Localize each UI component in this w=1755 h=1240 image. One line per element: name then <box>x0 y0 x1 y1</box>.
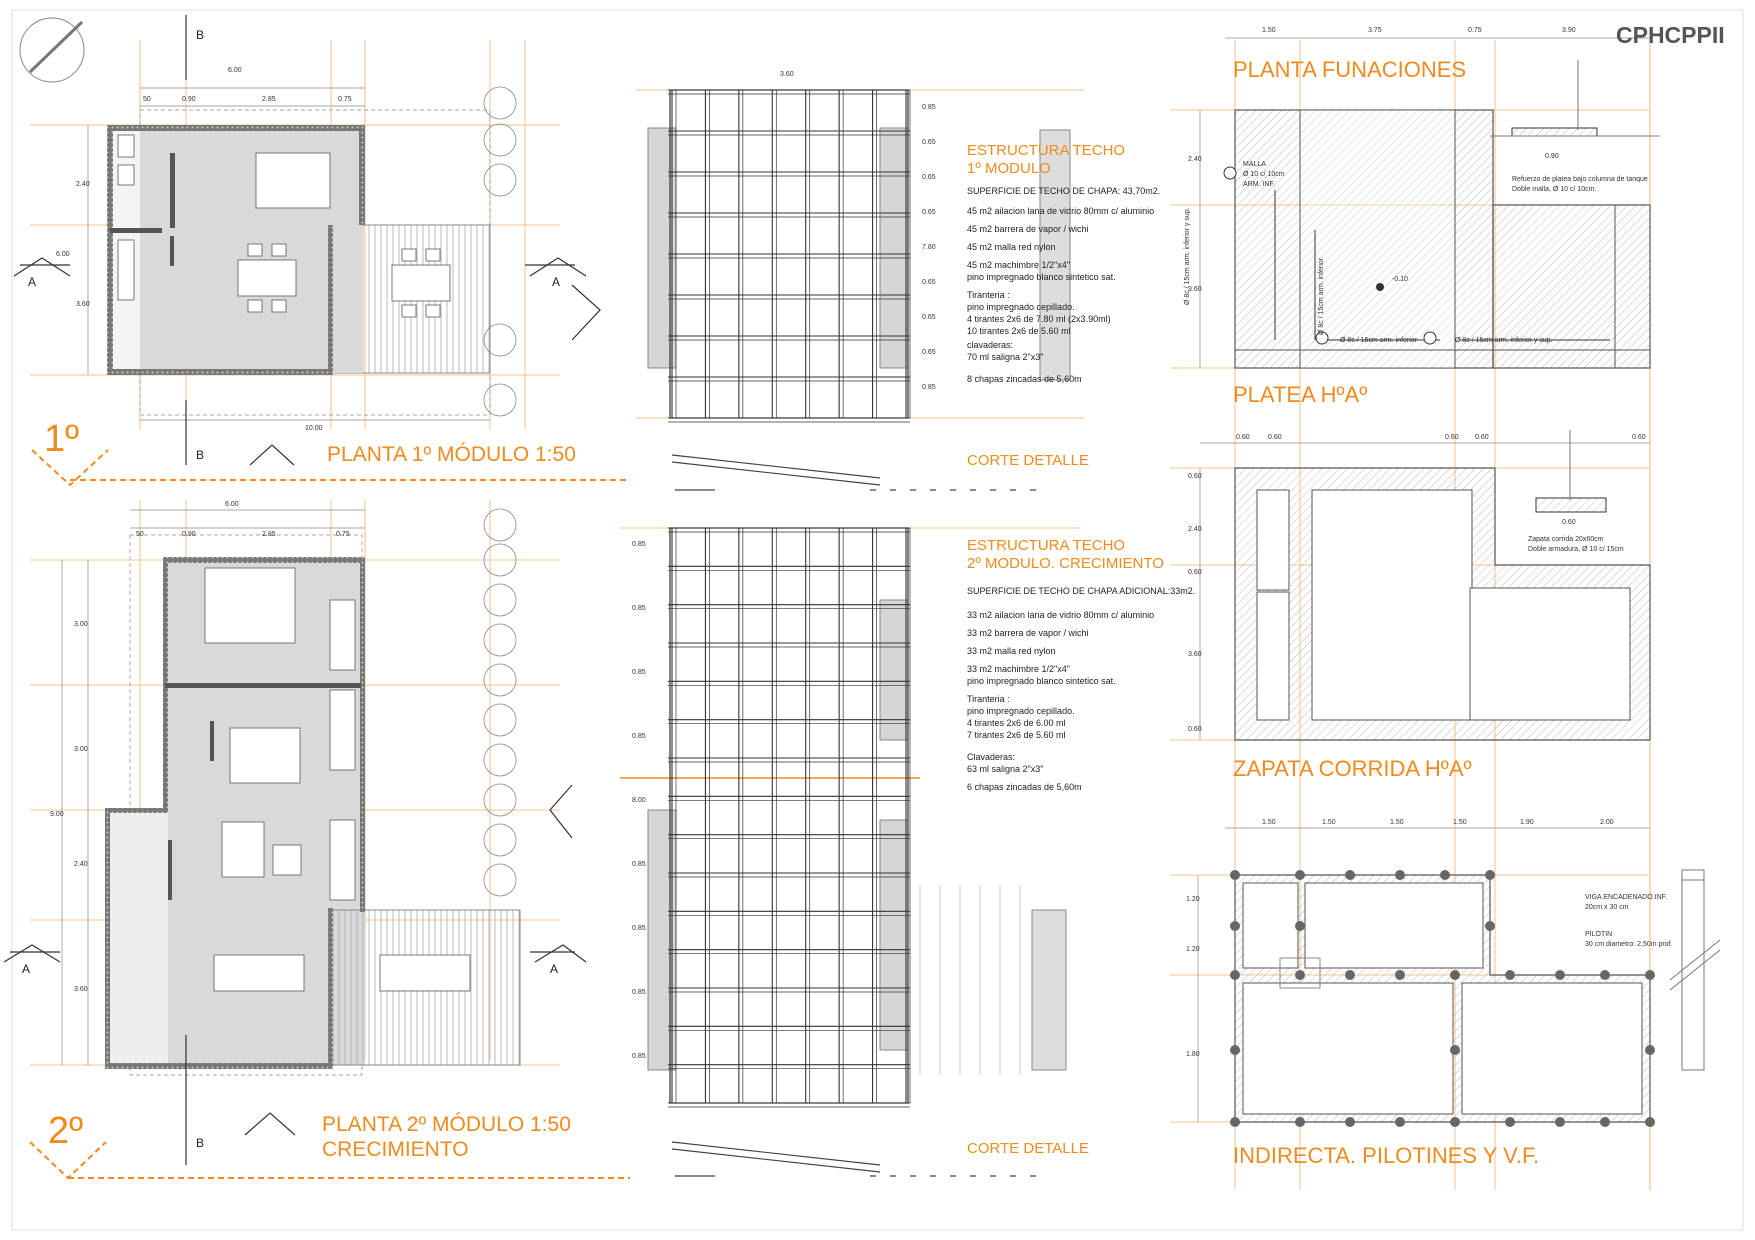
plan-1-dim-b: 0.90 <box>182 96 196 103</box>
plan-1-dim-c: 2.85 <box>262 96 276 103</box>
note-line: Clavaderas: <box>967 752 1016 762</box>
foundations-title: PLANTA FUNACIONES <box>1233 57 1467 82</box>
zapata-detail-dim: 0.60 <box>1562 519 1576 526</box>
note-line: 45 m2 barrera de vapor / wichi <box>967 224 1089 234</box>
found-dim-left-1: 2.40 <box>1188 156 1202 163</box>
section-b-label-bottom-2: B <box>196 1136 205 1150</box>
pilotes-top-dim: 1.90 <box>1520 819 1534 826</box>
pilotin-dot <box>1485 921 1495 931</box>
roof-1-subtitle: 1º MODULO <box>967 160 1051 177</box>
section-b-label-bottom-1: B <box>196 448 205 462</box>
pilotin-dot <box>1600 970 1610 980</box>
plan-1-dim-total: 6.00 <box>228 67 242 74</box>
pilotin-dot <box>1505 1117 1515 1127</box>
pilotes-title: INDIRECTA. PILOTINES Y V.F. <box>1233 1143 1540 1168</box>
zapata-title: ZAPATA CORRIDA HºAº <box>1233 756 1472 781</box>
dimension-text: 0.65 <box>922 174 936 181</box>
note-line: 33 m2 malla red nylon <box>967 646 1056 656</box>
pilotin-dot <box>1555 1117 1565 1127</box>
pilotin-dot <box>1345 870 1355 880</box>
plan-1-dim-d: 0.75 <box>338 96 352 103</box>
dimension-text: 0.65 <box>922 314 936 321</box>
zapata-top-dim: 0.60 <box>1475 434 1489 441</box>
platea-level: -0.10 <box>1392 276 1408 283</box>
note-line: 4 tirantes 2x6 de 6.00 ml <box>967 718 1066 728</box>
zapata-left-dim: 2.40 <box>1188 526 1202 533</box>
pilotin-dot <box>1450 1045 1460 1055</box>
note-line: 7 tirantes 2x6 de 5.60 ml <box>967 730 1066 740</box>
dimension-text: 0.65 <box>922 279 936 286</box>
pilotin-dot <box>1230 870 1240 880</box>
plan-2-title: PLANTA 2º MÓDULO 1:50 <box>322 1113 571 1136</box>
plan-2-dim-left-1: 3.00 <box>74 621 88 628</box>
zapata-top-dim: 0.60 <box>1268 434 1282 441</box>
pilotes-top-dim: 1.50 <box>1453 819 1467 826</box>
pilotines-grid <box>1235 875 1650 1122</box>
roof-1-title: ESTRUCTURA TECHO <box>967 142 1126 159</box>
plan-1-dim-left-1: 2.40 <box>76 181 90 188</box>
plan-2-dim-b: 0.90 <box>182 531 196 538</box>
pilotin-dot <box>1395 870 1405 880</box>
pilotes-top-dim: 1.50 <box>1262 819 1276 826</box>
platea-refuerzo-note-1: Refuerzo de platea bajo columna de tanque <box>1512 176 1648 183</box>
module-1-number: 1º <box>44 418 80 460</box>
pilotes-left-dim: 1.20 <box>1186 896 1200 903</box>
pilotin-dot <box>1645 970 1655 980</box>
pilotin-dot <box>1345 970 1355 980</box>
note-line: 6 chapas zincadas de 5,60m <box>967 782 1082 792</box>
plan-2-dim-left-2: 3.00 <box>74 746 88 753</box>
pilotes-note-3: PILOTIN <box>1585 931 1613 938</box>
note-line: 33 m2 machimbre 1/2"x4" <box>967 664 1070 674</box>
zapata-left-dim: 0.60 <box>1188 473 1202 480</box>
note-line: pino impregnado blanco sintetico sat. <box>967 676 1116 686</box>
north-arrow-icon <box>20 18 84 82</box>
pilotin-detail <box>1670 870 1720 1070</box>
dimension-text: 8.00 <box>632 797 646 804</box>
pilotes-note-1: VIGA ENCADENADO INF. <box>1585 894 1668 901</box>
pilotin-dot <box>1450 1117 1460 1127</box>
zapata-note-1: Zapata corrida 20x60cm <box>1528 536 1604 543</box>
platea-bar-note-2: Ø 8c / 15cm arm. inferior y sup. <box>1455 337 1553 344</box>
plan-2-trees <box>484 509 516 896</box>
pilotin-dot <box>1395 970 1405 980</box>
found-dim-3: 0.75 <box>1468 27 1482 34</box>
note-line: 45 m2 ailacion lana de vidrio 80mm c/ aluminio <box>967 206 1155 216</box>
section-a-label-left-1: A <box>28 275 37 289</box>
note-line: SUPERFICIE DE TECHO DE CHAPA: 43,70m2. <box>967 186 1161 196</box>
note-line: 45 m2 machimbre 1/2"x4" <box>967 260 1070 270</box>
zapata-left-dim: 0.60 <box>1188 726 1202 733</box>
note-line: 33 m2 barrera de vapor / wichi <box>967 628 1089 638</box>
roof-2-rafters <box>668 528 910 1107</box>
zapata-top-dim: 0.60 <box>1445 434 1459 441</box>
note-line: 70 ml saligna 2"x3" <box>967 352 1044 362</box>
note-line: pino impregnado cepillado. <box>967 706 1075 716</box>
plan-2-floor <box>105 557 520 1069</box>
pilotin-dot <box>1230 970 1240 980</box>
plan-2-dim-a: 50 <box>136 531 144 538</box>
pilotin-dot <box>1555 970 1565 980</box>
roof-1-section-label: CORTE DETALLE <box>967 452 1089 469</box>
dimension-text: 0.85 <box>632 925 646 932</box>
platea-refuerzo-note-2: Doble malla, Ø 10 c/ 10cm. <box>1512 186 1597 193</box>
zapata-top-dim: 0.60 <box>1236 434 1250 441</box>
plan-2-dim-d: 0.75 <box>336 531 350 538</box>
found-dim-1: 1.50 <box>1262 27 1276 34</box>
dimension-text: 0.85 <box>632 1053 646 1060</box>
pilotin-dot <box>1295 970 1305 980</box>
note-line: pino impregnado cepillado. <box>967 302 1075 312</box>
note-line: 33 m2 ailacion lana de vidrio 80mm c/ aluminio <box>967 610 1155 620</box>
pilotes-left-dim: 1.20 <box>1186 946 1200 953</box>
dimension-text: 0.65 <box>922 209 936 216</box>
note-line: pino impregnado blanco sintetico sat. <box>967 272 1116 282</box>
pilotin-dot <box>1485 870 1495 880</box>
dimension-text: 0.85 <box>922 104 936 111</box>
plan-2-dim-left-5: 3.60 <box>74 986 88 993</box>
pilotes-note-4: 30 cm diametro: 2,50m prof. <box>1585 941 1673 948</box>
pilotes-top-dim: 1.50 <box>1390 819 1404 826</box>
found-dim-4: 3.90 <box>1562 27 1576 34</box>
roof-1-rafters <box>668 90 910 422</box>
roof-2-section-label: CORTE DETALLE <box>967 1140 1089 1157</box>
plan-2-dim-left-4: 2.40 <box>74 861 88 868</box>
section-a-label-right-2: A <box>550 962 559 976</box>
pilotin-dot <box>1600 1117 1610 1127</box>
roof-2-title: ESTRUCTURA TECHO <box>967 537 1126 554</box>
pilotin-dot <box>1345 1117 1355 1127</box>
found-dim-left-2: 3.60 <box>1188 286 1202 293</box>
section-a-label-right-1: A <box>552 275 561 289</box>
module-2-number: 2º <box>48 1110 84 1152</box>
pilotes-top-dim: 1.50 <box>1322 819 1336 826</box>
dimension-text: 0.85 <box>632 605 646 612</box>
pilotin-dot <box>1645 1045 1655 1055</box>
pilotin-dot <box>1230 1045 1240 1055</box>
pilotes-note-2: 20cm x 30 cm <box>1585 904 1629 911</box>
pilotin-dot <box>1295 1117 1305 1127</box>
dimension-text: 0.65 <box>922 349 936 356</box>
section-a-label-left-2: A <box>22 962 31 976</box>
platea-vert-note-2: Ø 8c / 15cm arm. inferior <box>1318 257 1325 335</box>
roof-2-ghost-deck <box>920 885 1020 1075</box>
plan-1-title: PLANTA 1º MÓDULO 1:50 <box>327 443 576 466</box>
dimension-text: 0.85 <box>632 669 646 676</box>
platea-detail-dim: 0.90 <box>1545 153 1559 160</box>
note-line: Tiranteria : <box>967 290 1010 300</box>
pilotin-dot <box>1230 1117 1240 1127</box>
dimension-text: 7.80 <box>922 244 936 251</box>
dimension-text: 0.85 <box>922 384 936 391</box>
plan-1-dim-bottom: 10.00 <box>305 425 323 432</box>
platea-malla-note-2: Ø 10 c/ 10cm <box>1243 171 1285 178</box>
note-line: SUPERFICIE DE TECHO DE CHAPA ADICIONAL:33m2. <box>967 586 1196 596</box>
pilotes-top-dim: 2.00 <box>1600 819 1614 826</box>
zapata-note-2: Doble armadura, Ø 10 c/ 15cm <box>1528 546 1624 553</box>
plan-1-dim-left-2: 6.00 <box>56 251 70 258</box>
note-line: 45 m2 malla red nylon <box>967 242 1056 252</box>
plan-1-floor <box>107 125 490 375</box>
plan-2-dim-left-3: 9.00 <box>50 811 64 818</box>
zapata-corrida <box>1235 430 1650 740</box>
platea-title: PLATEA HºAº <box>1233 382 1368 407</box>
dimension-text: 0.65 <box>922 139 936 146</box>
pilotin-dot <box>1440 870 1450 880</box>
pilotin-dot <box>1450 970 1460 980</box>
plan-1-dim-a: 50 <box>143 96 151 103</box>
zapata-top-dim: 0.60 <box>1632 434 1646 441</box>
pilotes-left-dim: 1.80 <box>1186 1051 1200 1058</box>
platea-malla-note-1: MALLA <box>1243 161 1266 168</box>
platea-vert-note-1: Ø 8c / 15cm arm. inferior y sup. <box>1184 207 1191 305</box>
dimension-text: 0.85 <box>632 989 646 996</box>
platea-bar-note-1: Ø 8c / 15cm arm. inferior <box>1340 337 1418 344</box>
plan-1-dim-left-3: 3.60 <box>76 301 90 308</box>
roof-2-subtitle: 2º MODULO. CRECIMIENTO <box>967 555 1164 572</box>
dimension-text: 0.85 <box>632 541 646 548</box>
plan-2-dim-total: 6.00 <box>225 501 239 508</box>
pilotin-dot <box>1395 1117 1405 1127</box>
plan-2-dim-c: 2.85 <box>262 531 276 538</box>
plan-2-subtitle: CRECIMIENTO <box>322 1138 469 1161</box>
zapata-left-dim: 0.60 <box>1188 569 1202 576</box>
platea-malla-note-3: ARM. INF. <box>1243 181 1275 188</box>
pilotin-dot <box>1295 870 1305 880</box>
note-line: 8 chapas zincadas de 5,60m <box>967 374 1082 384</box>
note-line: 10 tirantes 2x6 de 5.60 ml <box>967 326 1071 336</box>
zapata-left-dim: 3.60 <box>1188 651 1202 658</box>
note-line: 4 tirantes 2x6 de 7.80 ml (2x3.90ml) <box>967 314 1111 324</box>
platea-slab <box>1224 60 1660 368</box>
note-line: 63 ml saligna 2"x3" <box>967 764 1044 774</box>
roof-1-dim-top: 3.60 <box>780 71 794 78</box>
sheet-code: CPHCPPII <box>1616 22 1725 48</box>
pilotin-dot <box>1295 921 1305 931</box>
found-dim-2: 3.75 <box>1368 27 1382 34</box>
dimension-text: 0.85 <box>632 861 646 868</box>
section-b-label-top-1: B <box>196 28 205 42</box>
pilotin-dot <box>1645 1117 1655 1127</box>
note-line: Tiranteria : <box>967 694 1010 704</box>
note-line: clavaderas: <box>967 340 1014 350</box>
pilotin-dot <box>1505 970 1515 980</box>
pilotin-dot <box>1230 921 1240 931</box>
dimension-text: 0.85 <box>632 733 646 740</box>
